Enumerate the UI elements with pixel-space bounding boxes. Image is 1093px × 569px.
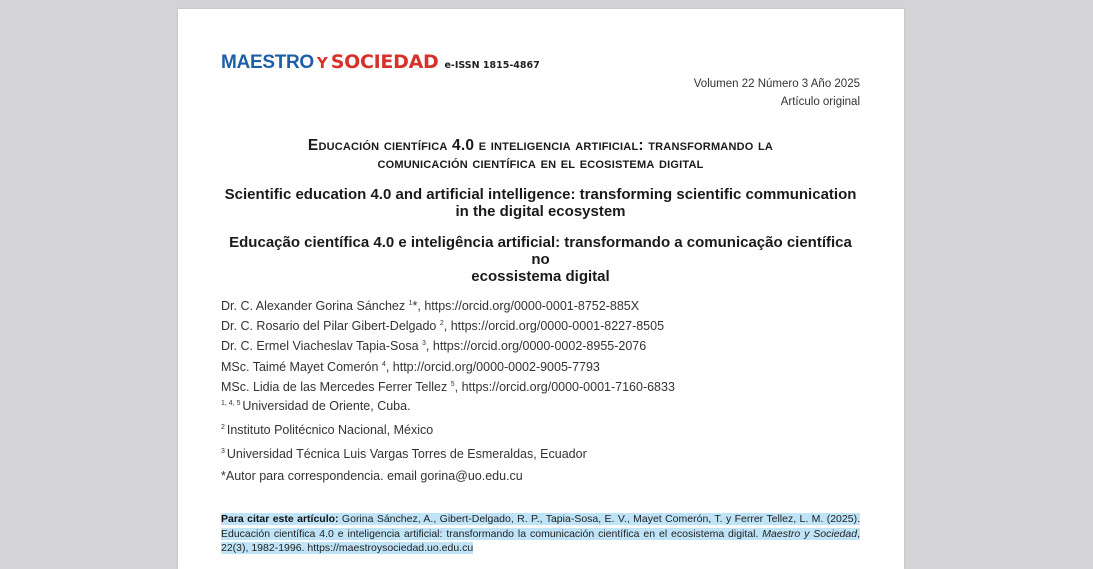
author-name: Dr. C. Ermel Viacheslav Tapia-Sosa <box>221 339 423 354</box>
affiliation-line <box>221 418 587 442</box>
author-line <box>221 295 675 315</box>
title-english-line-1: Scientific education 4.0 and artificial intelligence: transforming scientific communication <box>224 186 857 203</box>
author-name: MSc. Lidia de las Mercedes Ferrer Tellez <box>221 379 451 394</box>
title-portuguese-line-2: ecossistema digital <box>471 268 610 285</box>
author-affiliation-mark: 3 <box>422 340 426 348</box>
title-portuguese-line-1: Educação científica 4.0 e inteligência artificial: transformando a comunicação científica no <box>229 234 852 268</box>
affiliation-mark: 1, 4, 5 <box>221 400 243 407</box>
title-spanish <box>221 137 860 173</box>
author-orcid: , https://orcid.org/0000-0001-7160-6833 <box>454 379 675 394</box>
issn-label: e-ISSN 1815-4867 <box>444 60 540 71</box>
citation-label: Para citar este artículo: <box>221 513 339 525</box>
affiliation-list <box>221 394 587 490</box>
author-line <box>221 356 675 376</box>
author-affiliation-mark: 2 <box>439 320 444 328</box>
author-name: Dr. C. Alexander Gorina Sánchez <box>221 299 409 313</box>
author-orcid: , https://orcid.org/0000-0002-8955-2076 <box>425 339 647 354</box>
affiliation-line <box>221 442 587 466</box>
author-line <box>221 335 675 355</box>
author-orcid: , http://orcid.org/0000-0002-9005-7793 <box>385 359 600 374</box>
affiliation-mark: 3 <box>221 448 227 455</box>
title-spanish-line-2: comunicación científica en el ecosistema digital <box>377 155 704 172</box>
author-affiliation-mark: 4 <box>381 360 386 368</box>
article-type: Artículo original <box>780 96 860 108</box>
citation-text: Gorina Sánchez, A., Gibert-Delgado, R. P., Tapia-Sosa, E. V., Mayet Comerón, T. y Ferrer Tellez, L. M. (2025). Educación científica 4.0 e inteligencia artificial: transformando la comunicación científica en el ecosistema digital. <box>221 513 860 540</box>
affiliation-text: Instituto Politécnico Nacional, México <box>226 423 434 437</box>
document-page <box>178 9 904 569</box>
journal-logo <box>221 51 540 74</box>
title-spanish-line-1: Educación científica 4.0 e inteligencia artificial: transformando la <box>307 137 774 154</box>
title-english-line-2: in the digital ecosystem <box>455 203 626 220</box>
citation-highlight <box>221 513 860 554</box>
logo-word-maestro: MAESTRO <box>221 52 314 73</box>
affiliation-text: Universidad Técnica Luis Vargas Torres de Esmeraldas, Ecuador <box>226 447 587 461</box>
volume-info <box>694 75 860 111</box>
title-english <box>221 186 860 220</box>
logo-conjunction: Y <box>316 54 328 72</box>
citation-journal: Maestro y Sociedad <box>762 527 858 540</box>
affiliation-mark: 2 <box>221 424 227 431</box>
author-list <box>221 295 675 396</box>
author-orcid: , https://orcid.org/0000-0001-8227-8505 <box>443 319 665 334</box>
title-portuguese <box>221 234 860 285</box>
volume-line: Volumen 22 Número 3 Año 2025 <box>693 78 860 90</box>
correspondence-line: *Autor para correspondencia. email gorina@uo.edu.cu <box>221 469 523 483</box>
author-name: Dr. C. Rosario del Pilar Gibert-Delgado <box>221 319 440 334</box>
affiliation-text: Universidad de Oriente, Cuba. <box>242 399 411 413</box>
author-affiliation-mark: 1 <box>408 300 413 307</box>
author-line <box>221 315 675 335</box>
corresponding-mark: * <box>412 299 418 313</box>
author-affiliation-mark: 5 <box>450 380 455 388</box>
author-name: MSc. Taimé Mayet Comerón <box>221 359 382 374</box>
logo-word-sociedad: SOCIEDAD <box>330 51 439 73</box>
citation-details: , 22(3), 1982-1996. https://maestroysociedad.uo.edu.cu <box>221 527 860 554</box>
affiliation-line <box>221 394 587 418</box>
author-orcid: , https://orcid.org/0000-0001-8752-885X <box>417 299 640 313</box>
author-line <box>221 376 675 396</box>
citation-block <box>221 512 860 556</box>
